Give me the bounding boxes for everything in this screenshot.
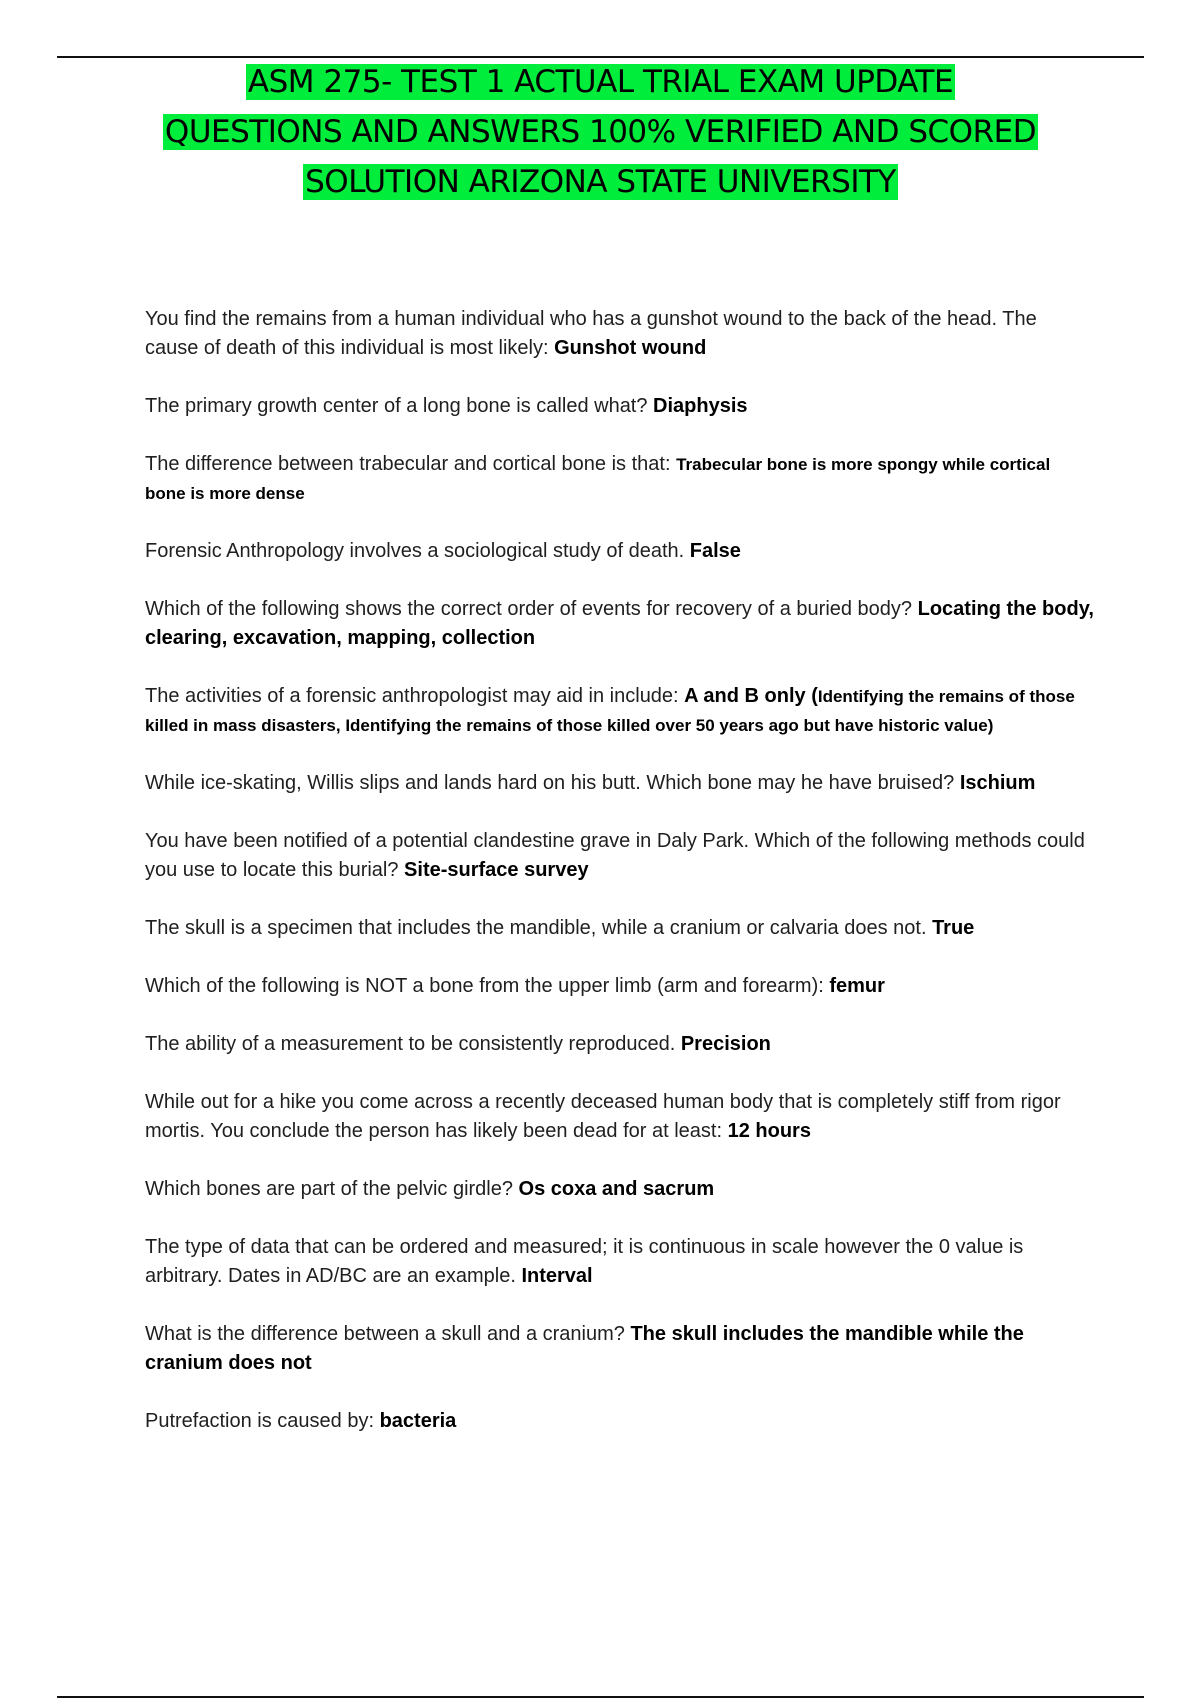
answer-text: Interval: [521, 1265, 593, 1287]
qa-item: [145, 392, 1095, 421]
qa-item: [145, 769, 1095, 798]
answer-text: Locating the body, clearing, excavation, mapping, collection: [145, 598, 1094, 649]
question-text: You have been notified of a potential clandestine grave in Daly Park. Which of the following methods could you use to locate this burial?: [145, 830, 1085, 881]
qa-item: [145, 827, 1095, 885]
question-text: Putrefaction is caused by:: [145, 1410, 380, 1432]
question-text: Which of the following shows the correct order of events for recovery of a buried body?: [145, 598, 918, 620]
answer-text: 12 hours: [727, 1120, 811, 1142]
qa-item: [145, 1320, 1095, 1378]
question-text: Forensic Anthropology involves a sociological study of death.: [145, 540, 690, 562]
qa-item: [145, 1407, 1095, 1436]
question-text: The type of data that can be ordered and measured; it is continuous in scale however the 0 value is arbitrary. Dates in AD/BC are an example.: [145, 1236, 1024, 1287]
question-text: The activities of a forensic anthropologist may aid in include:: [145, 685, 685, 707]
qa-item: [145, 972, 1095, 1001]
qa-item: [145, 305, 1095, 363]
title-line-1: ASM 275- TEST 1 ACTUAL TRIAL EXAM UPDATE: [247, 64, 954, 100]
answer-text: Trabecular bone is more spongy while cortical bone is more dense: [145, 455, 1051, 503]
answer-text: Ischium: [959, 772, 1036, 794]
qa-item: [145, 450, 1095, 508]
answer-text: The skull includes the mandible while the cranium does not: [145, 1323, 1024, 1374]
document-title: [57, 57, 1144, 207]
qa-item: [145, 1030, 1095, 1059]
answer-text: Os coxa and sacrum: [518, 1178, 715, 1200]
qa-item: [145, 1175, 1095, 1204]
answer-text: True: [932, 917, 975, 939]
answer-text: Precision: [680, 1033, 771, 1055]
title-line-3: SOLUTION ARIZONA STATE UNIVERSITY: [305, 164, 896, 200]
question-text: While ice-skating, Willis slips and lands hard on his butt. Which bone may he have bruised?: [145, 772, 960, 794]
answer-text: Site-surface survey: [404, 859, 589, 881]
answer-text: Diaphysis: [653, 395, 748, 417]
question-text: Which of the following is NOT a bone from the upper limb (arm and forearm):: [145, 975, 830, 997]
qa-item: [145, 682, 1095, 740]
qa-item: [145, 537, 1095, 566]
title-line-2: QUESTIONS AND ANSWERS 100% VERIFIED AND SCORED: [164, 114, 1037, 150]
question-text: The difference between trabecular and cortical bone is that:: [145, 453, 677, 475]
answer-text: False: [689, 540, 741, 562]
answer-text: bacteria: [379, 1410, 457, 1432]
question-text: While out for a hike you come across a recently deceased human body that is completely stiff from rigor mortis. You conclude the person has likely been dead for at least:: [145, 1091, 1061, 1142]
qa-item: [145, 914, 1095, 943]
question-text: The skull is a specimen that includes the mandible, while a cranium or calvaria does not.: [145, 917, 933, 939]
answer-text: Gunshot wound: [554, 337, 707, 359]
question-text: The ability of a measurement to be consistently reproduced.: [145, 1033, 681, 1055]
qa-item: [145, 1233, 1095, 1291]
answer-text: A and B only (: [684, 685, 818, 707]
question-text: The primary growth center of a long bone is called what?: [145, 395, 654, 417]
qa-item: [145, 595, 1095, 653]
answer-detail-text: Identifying the remains of those killed in mass disasters, Identifying the remains of those killed over 50 years ago but have historic value): [145, 687, 1075, 735]
bottom-rule: [57, 1696, 1144, 1698]
question-text: What is the difference between a skull and a cranium?: [145, 1323, 631, 1345]
answer-text: femur: [829, 975, 885, 997]
qa-item: [145, 1088, 1095, 1146]
qa-list: [145, 305, 1095, 1465]
question-text: You find the remains from a human individual who has a gunshot wound to the back of the head. The cause of death of this individual is most likely:: [145, 308, 1037, 359]
question-text: Which bones are part of the pelvic girdle?: [145, 1178, 519, 1200]
